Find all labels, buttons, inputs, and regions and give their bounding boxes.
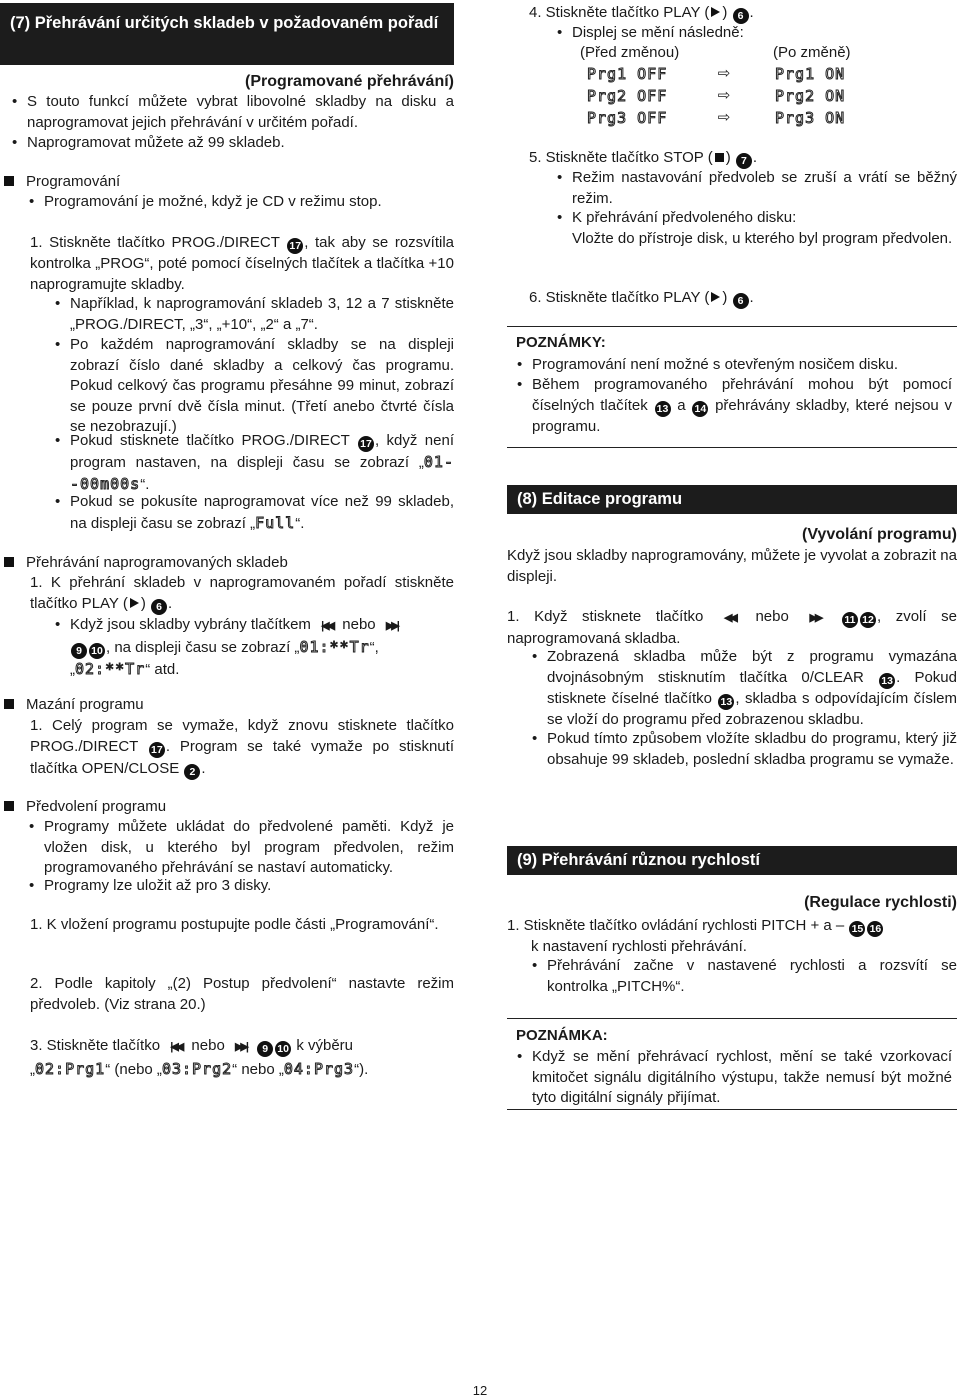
rewind-icon: ◀◀ (723, 612, 735, 624)
arrow-right-icon: ⇨ (717, 65, 731, 82)
programming-bullet: • Programování je možné, když je CD v režimu stop. (44, 192, 454, 213)
button-2-icon: 2 (184, 764, 200, 780)
lcd-prg1: 02:Prg1 (35, 1060, 106, 1078)
button-13-icon: 13 (655, 401, 671, 417)
play-icon (711, 7, 720, 17)
programming-heading: Programování (4, 172, 120, 193)
button-16-icon: 16 (867, 921, 883, 937)
play-program-heading: Přehrávání naprogramovaných skladeb (4, 553, 288, 574)
square-bullet-icon (4, 176, 14, 186)
fast-forward-icon: ▶▶ (809, 612, 821, 624)
preset-program-heading: Předvolení programu (4, 797, 166, 818)
square-bullet-icon (4, 801, 14, 811)
lcd-prg2: 03:Prg2 (161, 1060, 233, 1078)
skip-back-icon: |◀◀ (170, 1041, 182, 1053)
section-8-intro: Když jsou skladby naprogramovány, můžete je vyvolat a zobrazit na displeji. (507, 547, 957, 585)
intro-bullet-1: • S touto funkcí můžete vybrat libovolné skladby na disku a naprogramovat jejich přehrávání v určitém pořadí. (27, 92, 454, 133)
lcd-before: Prg2 OFF (587, 87, 668, 105)
note-box (507, 1018, 957, 1110)
display-change-table (587, 64, 917, 130)
button-13-icon: 13 (718, 694, 734, 710)
step-5: 5. Stiskněte tlačítko STOP ( ) 7 . (529, 149, 758, 167)
preset-bullet-1: • Programy můžete ukládat do předvolené paměti. Když je vložen disk, u kterého byl program předvolen, režim programovaného přehrávání se nastaví automaticky. (44, 817, 454, 879)
button-12-icon: 12 (860, 612, 876, 628)
button-10-icon: 10 (275, 1041, 291, 1057)
over-99-bullet: • Pokud se pokusíte naprogramovat více než 99 skladeb, na displeji času se zobrazí „Full“. (70, 492, 454, 534)
section-7-title: (7) Přehrávání určitých skladeb v požadovaném pořadí (10, 14, 439, 32)
section-9-subtitle: (Regulace rychlosti) (804, 894, 957, 911)
page-number: 12 (472, 1383, 488, 1398)
section-9-bullet: • Přehrávání začne v nastavené rychlosti a rozsvítí se kontrolka „PITCH%“. (547, 956, 957, 997)
square-bullet-icon (4, 699, 14, 709)
lcd-after: Prg3 ON (775, 109, 846, 127)
section-8-bullet-1: • Zobrazená skladba může být z programu vymazána dvojnásobným stisknutím tlačítka 0/CLEAR 13 . Pokud stisknete číselné tlačítko 13 , skladba s odpovídajícím číslem se vloží do programu před zobrazenou skladbu. (547, 647, 957, 730)
arrow-right-icon: ⇨ (717, 109, 731, 126)
note-text: • Když se mění přehrávací rychlost, mění se také vzorkovací kmitočet signálu digitálního výstupu, takže nemusí být možné tyto digitální signály přijímat. (532, 1047, 952, 1109)
note-2: • Během programovaného přehrávání mohou být pomocí číselných tlačítek 13 a 14 přehrávány skladby, které nejsou v programu. (532, 375, 952, 437)
delete-program-heading: Mazání programu (4, 695, 144, 716)
button-11-icon: 11 (842, 612, 858, 628)
button-17-icon: 17 (149, 742, 165, 758)
section-8-step-1: 1. Když stisknete tlačítko ◀◀ nebo ▶▶ 11 12 , zvolí se naprogramovaná skladba. (507, 608, 957, 647)
skip-back-icon: |◀◀ (321, 620, 333, 632)
skip-forward-icon: ▶▶| (385, 620, 397, 632)
lcd-after: Prg1 ON (775, 65, 846, 83)
section-7-subtitle: (Programované přehrávání) (245, 73, 454, 90)
display-row (587, 64, 917, 86)
after-label: (Po změně) (773, 44, 851, 61)
preset-step-1: 1. K vložení programu postupujte podle části „Programování“. (30, 916, 439, 933)
square-bullet-icon (4, 557, 14, 567)
lcd-before: Prg1 OFF (587, 65, 668, 83)
step-6: 6. Stiskněte tlačítko PLAY ( ) 6 . (529, 289, 754, 307)
display-row (587, 108, 917, 130)
button-7-icon: 7 (736, 153, 752, 169)
play-icon (711, 292, 720, 302)
button-17-icon: 17 (358, 436, 374, 452)
button-6-icon: 6 (733, 8, 749, 24)
lcd-prg3: 04:Prg3 (283, 1060, 355, 1078)
play-program-step: 1. K přehrání skladeb v naprogramovaném pořadí stiskněte tlačítko PLAY ( ) 6 . (30, 574, 454, 613)
button-17-icon: 17 (287, 238, 303, 254)
delete-program-step: 1. Celý program se vymaže, když znovu stisknete tlačítko PROG./DIRECT 17 . Program se také vymaže po stisknutí tlačítka OPEN/CLOSE 2 . (30, 717, 454, 778)
section-8-title: (8) Editace programu (517, 490, 683, 508)
button-14-icon: 14 (692, 401, 708, 417)
button-9-icon: 9 (71, 643, 87, 659)
preset-step-2: 2. Podle kapitoly „(2) Postup předvolení“ nastavte režim předvoleb. (Viz strana 20.) (30, 975, 454, 1013)
step-4: 4. Stiskněte tlačítko PLAY ( ) 6 . (529, 4, 754, 22)
lcd-full: Full (255, 513, 296, 532)
play-program-bullet: • Když jsou skladby vybrány tlačítkem |◀◀ nebo ▶▶| 9 10 , na displeji času se zobrazí „01:**Tr“, „02:**Tr“ atd. (70, 614, 454, 680)
play-icon (130, 598, 139, 608)
button-15-icon: 15 (849, 921, 865, 937)
preset-bullet-2: • Programy lze uložit až pro 3 disky. (44, 876, 454, 897)
button-6-icon: 6 (733, 293, 749, 309)
before-label: (Před změnou) (580, 44, 680, 61)
intro-bullet-2: • Naprogramovat můžete až 99 skladeb. (27, 133, 454, 154)
section-9-step-1: 1. Stiskněte tlačítko ovládání rychlosti PITCH + a – 15 16 k nastavení rychlosti přehrávání. (507, 916, 957, 958)
note-title: POZNÁMKA: (516, 1027, 608, 1044)
programming-step-1: 1. Stiskněte tlačítko PROG./DIRECT 17 , tak aby se rozsvítila kontrolka „PROG“, poté pomocí číselných tlačítek a tlačítka +10 naprogramujte skladby. (30, 234, 454, 293)
button-9-icon: 9 (257, 1041, 273, 1057)
button-13-icon: 13 (879, 673, 895, 689)
lcd-after: Prg2 ON (775, 87, 846, 105)
example-bullet: • Například, k naprogramování skladeb 3, 12 a 7 stiskněte „PROG./DIRECT, „3“, „+10“, „2“ a „7“. (70, 294, 454, 335)
step-5-bullet-1: • Režim nastavování předvoleb se zruší a vrátí se běžný režim. (572, 168, 957, 209)
lcd-no-program: 01--00m00s (70, 453, 454, 493)
arrow-right-icon: ⇨ (717, 87, 731, 104)
step-4-bullet: • Displej se mění následně: (572, 23, 957, 44)
notes-title: POZNÁMKY: (516, 334, 606, 351)
section-8-subtitle: (Vyvolání programu) (802, 526, 957, 543)
press-prog-bullet: • Pokud stisknete tlačítko PROG./DIRECT 17 , když není program nastaven, na displeji času se zobrazí „01--00m00s“. (70, 431, 454, 495)
skip-forward-icon: ▶▶| (234, 1041, 246, 1053)
lcd-before: Prg3 OFF (587, 109, 668, 127)
button-6-icon: 6 (151, 599, 167, 615)
step-5-bullet-2: • K přehrávání předvoleného disku: Vložte do přístroje disk, u kterého byl program předvolen. (572, 208, 957, 249)
lcd-track-2: 02:**Tr (75, 660, 146, 678)
stop-icon (715, 153, 724, 162)
section-9-title: (9) Přehrávání různou rychlostí (517, 851, 760, 869)
display-row (587, 86, 917, 108)
section-8-bullet-2: • Pokud tímto způsobem vložíte skladbu do programu, který již obsahuje 99 skladeb, poslední skladba programu se vymaže. (547, 729, 957, 770)
section-8-header (507, 485, 957, 514)
preset-step-3: 3. Stiskněte tlačítko |◀◀ nebo ▶▶| 9 10 k výběru „02:Prg1“ (nebo „03:Prg2“ nebo „04:Prg3“). (30, 1037, 369, 1078)
each-program-bullet: • Po každém naprogramování skladby se na displeji zobrazí číslo dané skladby a celkový čas programu. Pokud celkový čas programu přesáhne 99 minut, zobrazí se pouze první dvě čísla minut. (Třetí anebo čtvrté čísla se nezobrazují.) (70, 335, 454, 438)
section-9-header (507, 846, 957, 875)
lcd-track-1: 01:**Tr (299, 638, 370, 656)
button-10-icon: 10 (89, 643, 105, 659)
note-1: • Programování není možné s otevřeným nosičem disku. (532, 355, 952, 376)
section-7-header (0, 3, 454, 65)
notes-box (507, 326, 957, 448)
